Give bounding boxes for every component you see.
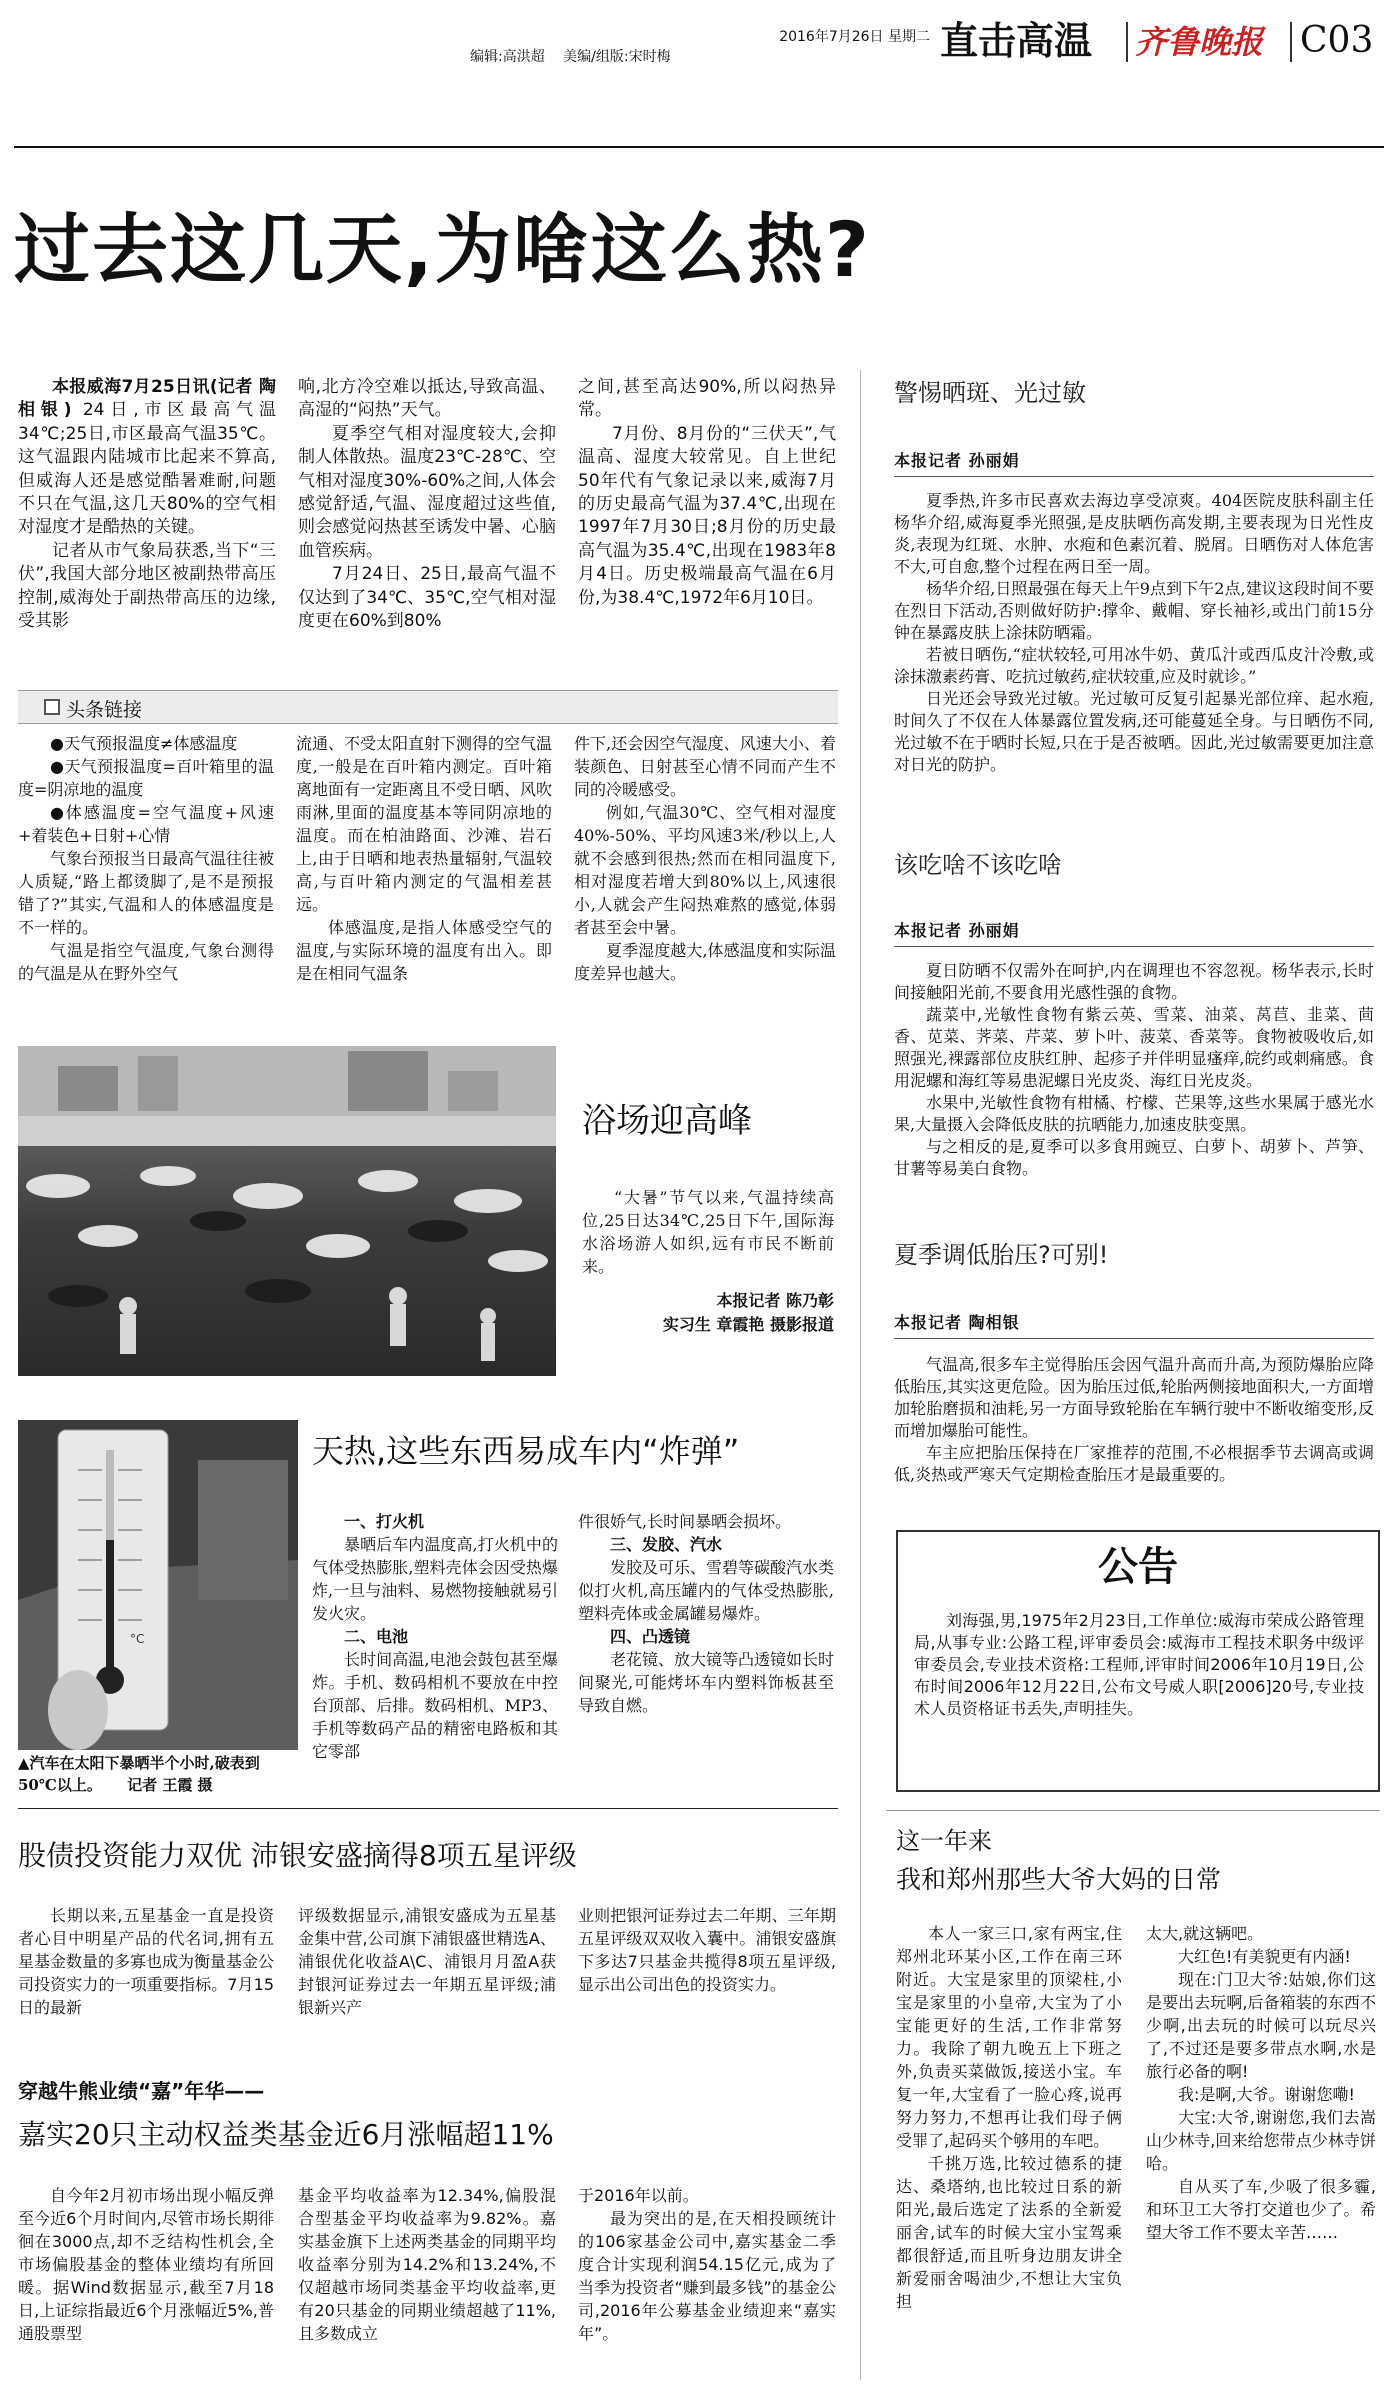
car-col-1 (312, 1510, 558, 1796)
story-title-2: 我和郑州那些大爷大妈的日常 (896, 1865, 1222, 1894)
car-caption-text: ▲汽车在太阳下暴晒半个小时,破表到50℃以上。 (18, 1754, 260, 1794)
designer: 美编/组版:宋时梅 (563, 49, 671, 65)
car-h3: 三、发胶、汽水 (610, 1535, 723, 1554)
r3-body (894, 1354, 1374, 1494)
main-lead: 本报威海7月25日讯(记者 陶相银) (18, 377, 276, 421)
main-c2p1: 响,北方冷空难以抵达,导致高温、高湿的“闷热”天气。 (298, 377, 556, 421)
story-c2p6: 自从买了车,少吸了很多霾,和环卫工大爷打交道也少了。希望大爷工作不要太辛苦…… (1146, 2177, 1376, 2242)
notice-text: 刘海强,男,1975年2月23日,工作单位:威海市荣成公路管理局,从事专业:公路工程,评审委员会:威海市工程技术职务中级评审委员会,专业技术资格:工程师,评审时间2006年10月19日,公布时间2006年12月22日,公布文号威人职[2006]20号,专业技术人员资格证书丢失,声明挂失。 (914, 1611, 1364, 1718)
beach-text: “大暑”节气以来,气温持续高位,25日达34℃,25日下午,国际海水浴场游人如织,远有市民不断前来。 (582, 1188, 834, 1276)
r2-p2: 蔬菜中,光敏性食物有紫云英、雪菜、油菜、莴苣、韭菜、茴香、苋菜、荠菜、芹菜、萝卜叶、菠菜、香菜等。食物被吸收后,如照强光,裸露部位皮肤红肿、起疹子并伴明显瘙痒,皖约或刺痛感。食用泥螺和海红等易患泥螺日光皮炎、海红日光皮炎。 (894, 1005, 1374, 1090)
ad2-c3b: 最为突出的是,在天相投顾统计的106家基金公司中,嘉实基金二季度合计实现利润54.15亿元,成为了当季为投资者“赚到最多钱”的基金公司,2016年公募基金业绩迎来“嘉实年”。 (578, 2209, 836, 2343)
section-title: 直击高温 (940, 19, 1093, 63)
r2-body (894, 960, 1374, 1226)
car-col-2 (578, 1510, 834, 1796)
thermometer-image (18, 1420, 298, 1750)
link-c3c: 夏季湿度越大,体感温度和实际温度差异也越大。 (574, 941, 836, 983)
story-c2p1: 太大,就这辆吧。 (1146, 1924, 1264, 1943)
main-col-1 (18, 376, 276, 692)
ad1-col-2: 评级数据显示,浦银安盛成为五星基金集中营,公司旗下浦银盛世精选A、浦银优化收益A\C、浦银月月盈A获封银河证券过去一年期五星评级;浦银新兴产 (298, 1906, 556, 2017)
car-p4: 老花镜、放大镜等凸透镜如长时间聚光,可能烤坏车内塑料饰板甚至导致自燃。 (578, 1650, 834, 1715)
notice-box (896, 1530, 1380, 1792)
ad2-col-2: 基金平均收益率为12.34%,偏股混合型基金平均收益率为9.82%。嘉实基金旗下上述两类基金的同期平均收益率分别为14.2%和13.24%,不仅超越市场同类基金平均收益率,更有20只基金的同期业绩超越了11%,且多数成立 (298, 2186, 556, 2343)
car-h2: 二、电池 (344, 1627, 409, 1646)
car-p1: 暴晒后车内温度高,打火机中的气体受热膨胀,塑料壳体会因受热爆炸,一旦与油料、易燃物接触就易引发火灾。 (312, 1535, 558, 1623)
main-c3p1: 之间,甚至高达90%,所以闷热异常。 (578, 377, 836, 421)
car-h4: 四、凸透镜 (610, 1627, 691, 1646)
notice-title: 公告 (1098, 1544, 1178, 1590)
r1-title: 警惕晒斑、光过敏 (894, 379, 1086, 407)
main-headline: 过去这几天,为啥这么热? (14, 205, 871, 294)
r1-p2: 杨华介绍,日照最强在每天上午9点到下午2点,建议这段时间不要在烈日下活动,否则做好防护:撑伞、戴帽、穿长袖衫,或出门前15分钟在暴露皮肤上涂抹防晒霜。 (894, 579, 1374, 642)
link-header (18, 690, 838, 724)
car-p2: 长时间高温,电池会鼓包甚至爆炸。手机、数码相机不要放在中控台顶部、后排。数码相机、MP3、手机等数码产品的精密电路板和其它零部 (312, 1650, 558, 1761)
main-c3p2: 7月份、8月份的“三伏天”,气温高、湿度大较常见。自上世纪50年代有气象记录以来,威海7月的历史最高气温为37.4℃,出现在1997年7月30日;8月份的历史最高气温为35.4℃,出现在1983年8月4日。历史极端最高气温在6月份,为38.4℃,1972年6月10日。 (578, 423, 836, 608)
link-c2: 流通、不受太阳直射下测得的空气温度,一般是在百叶箱内测定。百叶箱离地面有一定距离且不受日晒、风吹雨淋,里面的温度基本等同阴凉地的温度。而在柏油路面、沙滩、岩石上,由于日晒和地表热量辐射,气温较高,与百叶箱内测定的气温相差甚远。 (296, 734, 552, 914)
thermometer-unit: °C (130, 1632, 145, 1646)
r3-p2: 车主应把胎压保持在厂家推荐的范围,不必根据季节去调高或调低,炎热或严寒天气定期检查胎压才是最重要的。 (894, 1443, 1374, 1484)
r2-p1: 夏日防晒不仅需外在呵护,内在调理也不容忽视。杨华表示,长时间接触阳光前,不要食用光感性强的食物。 (894, 961, 1374, 1002)
link-icon (44, 699, 60, 715)
ad2-title: 嘉实20只主动权益类基金近6月涨幅超11% (18, 2118, 554, 2151)
car-photographer: 记者 王霞 摄 (127, 1776, 213, 1794)
story-c2p3: 现在:门卫大爷:姑娘,你们这是要出去玩啊,后备箱装的东西不少啊,出去玩的时候可以玩尽兴了,不过还是要多带点水啊,水是旅行必备的啊! (1146, 1970, 1376, 2081)
ad2-col-1: 自今年2月初市场出现小幅反弹至今近6个月时间内,尽管市场长期徘徊在3000点,却不乏结构性机会,全市场偏股基金的整体业绩均有所回暖。据Wind数据显示,截至7月18日,上证综指最近6个月涨幅近5%,普通股票型 (18, 2186, 274, 2343)
story-col-1 (896, 1922, 1122, 2384)
link-col-1 (18, 732, 274, 1042)
r1-p3: 若被日晒伤,“症状较轻,可用冰牛奶、黄瓜汁或西瓜皮汁冷敷,或涂抹激素药膏、吃抗过敏药,症状较重,应及时就诊。” (894, 645, 1374, 686)
beach-crowd-image (18, 1046, 556, 1376)
link-c3: 件下,还会因空气湿度、风速大小、着装颜色、日射甚至心情不同而产生不同的冷暖感受。 (574, 734, 836, 799)
link-b2: ●天气预报温度=百叶箱里的温度=阴凉地的温度 (18, 757, 274, 799)
story-title-1: 这一年来 (896, 1827, 992, 1855)
beach-intern: 实习生 章霞艳 摄影报道 (662, 1315, 834, 1334)
link-col-2 (296, 732, 552, 1042)
thermometer-photo (18, 1420, 298, 1750)
r1-p1: 夏季热,许多市民喜欢去海边享受凉爽。404医院皮肤科副主任杨华介绍,威海夏季光照强,是皮肤晒伤高发期,主要表现为日光性皮炎,表现为红斑、水肿、水疱和色素沉着、脱屑。日晒伤对人体危害不大,可自愈,整个过程在两日至一周。 (894, 491, 1374, 576)
r3-byline: 本报记者 陶相银 (894, 1313, 1020, 1332)
r1-p4: 日光还会导致光过敏。光过敏可反复引起暴光部位痒、起水疱,时间久了不仅在人体暴露位置发病,还可能蔓延全身。与日晒伤不同,光过敏不在于晒时长短,只在于是否被晒。因此,光过敏需要更加注意对日光的防护。 (894, 689, 1374, 774)
story-c1p1: 本人一家三口,家有两宝,住郑州北环某小区,工作在南三环附近。大宝是家里的顶梁柱,小宝是家里的小皇帝,大宝为了小宝能更好的生活,工作非常努力。我除了朝九晚五上下班之外,负责买菜做饭,接送小宝。车复一年,大宝看了一脸心疼,说再努力努力,不想再让我们母子俩受罪了,起码买个够用的车吧。 (896, 1924, 1122, 2150)
ad2-c3: 于2016年以前。 (578, 2186, 699, 2205)
r1-body (894, 490, 1374, 802)
r2-byline: 本报记者 孙丽娟 (894, 921, 1020, 940)
link-b1: ●天气预报温度≠体感温度 (50, 734, 238, 753)
beach-title: 浴场迎高峰 (582, 1101, 752, 1141)
main-c1p1: 24日,市区最高气温34℃;25日,市区最高气温35℃。这气温跟内陆城市比起来不算高,但威海人还是感觉酷暑难耐,问题不只在气温,这几天80%的空气相对湿度才是酷热的关键。 (18, 400, 276, 538)
ad2-kicker: 穿越牛熊业绩“嘉”年华—— (18, 2079, 265, 2103)
main-col-2 (298, 376, 556, 692)
car-p2b: 件很娇气,长时间暴晒会损坏。 (578, 1512, 792, 1531)
car-h1: 一、打火机 (344, 1512, 425, 1531)
story-col-2 (1146, 1922, 1376, 2384)
beach-reporter: 本报记者 陈乃彰 (716, 1291, 834, 1310)
beach-photo (18, 1046, 556, 1376)
editor: 编辑:高洪超 (470, 49, 545, 65)
r2-p4: 与之相反的是,夏季可以多食用豌豆、白萝卜、胡萝卜、芦笋、甘薯等易美白食物。 (894, 1137, 1374, 1178)
link-col-3 (574, 732, 836, 1042)
car-title: 天热,这些东西易成车内“炸弹” (312, 1432, 740, 1470)
main-c2p3: 7月24日、25日,最高气温不仅达到了34℃、35℃,空气相对湿度更在60%到80% (298, 564, 556, 632)
page-number: C03 (1300, 20, 1374, 61)
story-c1p2: 千挑万选,比较过德系的捷达、桑塔纳,也比较过日系的新阳光,最后选定了法系的全新爱丽舍,试车的时候大宝小宝驾乘都很舒适,而且听身边朋友讲全新爱丽舍喝油少,不想让大宝负担 (896, 2154, 1122, 2311)
ad1-col-1: 长期以来,五星基金一直是投资者心目中明星产品的代名词,拥有五星基金数量的多寡也成为衡量基金公司投资实力的一项重要指标。7月15日的最新 (18, 1906, 274, 2017)
main-c2p2: 夏季空气相对湿度较大,会抑制人体散热。温度23℃-28℃、空气相对湿度30%-60%之间,人体会感觉舒适,气温、湿度超过这些值,则会感觉闷热甚至诱发中暑、心脑血管疾病。 (298, 423, 556, 561)
link-b3: ●体感温度=空气温度+风速+着装色+日射+心情 (18, 803, 274, 845)
editor-credit (470, 46, 700, 66)
ad1-title: 股债投资能力双优 沛银安盛摘得8项五星评级 (18, 1839, 577, 1872)
r3-title: 夏季调低胎压?可别! (894, 1241, 1109, 1269)
car-caption (18, 1752, 298, 1800)
ad2-col-3 (578, 2184, 836, 2384)
car-p3: 发胶及可乐、雪碧等碳酸汽水类似打火机,高压罐内的气体受热膨胀,塑料壳体或金属罐易爆炸。 (578, 1558, 834, 1623)
r2-title: 该吃啥不该吃啥 (894, 851, 1062, 879)
main-col-3 (578, 376, 836, 692)
r2-p3: 水果中,光敏性食物有柑橘、柠檬、芒果等,这些水果属于感光水果,大量摄入会降低皮肤的抗晒能力,加速皮肤变黑。 (894, 1093, 1374, 1134)
story-c2p2: 大红色!有美貌更有内涵! (1178, 1947, 1351, 1966)
ad1-col-3: 业则把银河证券过去二年期、三年期五星评级双双收入囊中。浦银安盛旗下多达7只基金共揽得8项五星评级,显示出公司出色的投资实力。 (578, 1906, 836, 1994)
link-c3b: 例如,气温30℃、空气相对湿度40%-50%、平均风速3米/秒以上,人就不会感到很热;然而在相同温度下,相对湿度若增大到80%以上,风速很小,人就会产生闷热难熬的感觉,体弱者甚至会中暑。 (574, 803, 836, 937)
link-label: 头条链接 (66, 699, 143, 721)
main-c1p2: 记者从市气象局获悉,当下“三伏”,我国大部分地区被副热带高压控制,威海处于副热带高压的边缘,受其影 (18, 540, 276, 632)
r1-byline: 本报记者 孙丽娟 (894, 451, 1020, 470)
link-c2b: 体感温度,是指人体感受空气的温度,与实际环境的温度有出入。即是在相同气温条 (296, 918, 552, 983)
link-c1b: 气温是指空气温度,气象台测得的气温是从在野外空气 (18, 941, 274, 983)
story-c2p5: 大宝:大爷,谢谢您,我们去嵩山少林寺,回来给您带点少林寺饼哈。 (1146, 2108, 1376, 2173)
r3-p1: 气温高,很多车主觉得胎压会因气温升高而升高,为预防爆胎应降低胎压,其实这更危险。因为胎压过低,轮胎两侧接地面积大,一方面增加轮胎磨损和油耗,另一方面导致轮胎在车辆行驶中不断收缩变形,反而增加爆胎可能性。 (894, 1355, 1374, 1440)
newspaper-logo: 齐鲁晚报 (1135, 23, 1264, 61)
issue-date: 2016年7月26日 星期二 (779, 29, 930, 45)
story-c2p4: 我:是啊,大爷。谢谢您嘞! (1178, 2085, 1355, 2104)
link-c1: 气象台预报当日最高气温往往被人质疑,“路上都烫脚了,是不是预报错了?”其实,气温和人的体感温度是不一样的。 (18, 849, 274, 937)
